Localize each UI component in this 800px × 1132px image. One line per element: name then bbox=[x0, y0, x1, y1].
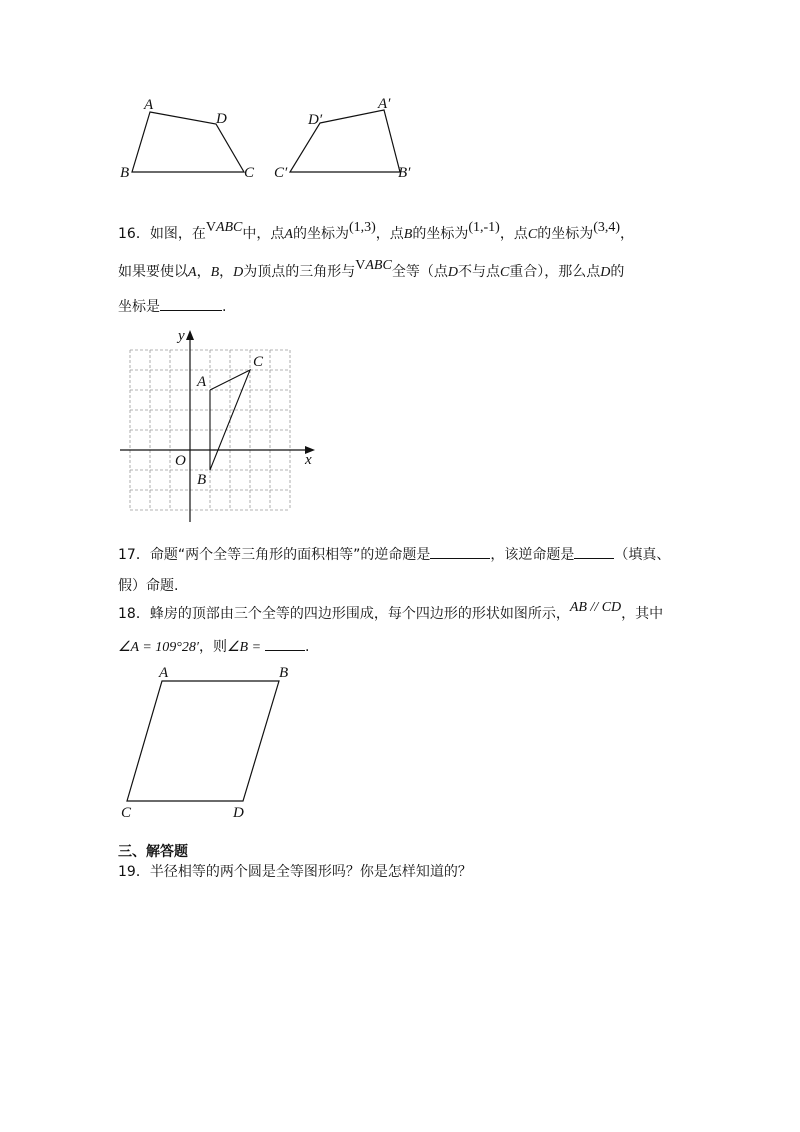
point-d: D bbox=[600, 265, 611, 280]
quadrilateral-a-prime bbox=[290, 110, 400, 172]
label-a-prime: A′ bbox=[378, 96, 391, 112]
q18-text: ，其中 bbox=[621, 606, 664, 622]
point-label-c: C bbox=[253, 354, 264, 370]
q16-text: 中，点 bbox=[242, 226, 285, 242]
answer-blank[interactable] bbox=[160, 296, 222, 311]
q18-line2 bbox=[118, 636, 309, 658]
q16-text: 的坐标为 bbox=[537, 226, 594, 242]
q19-number: 19． bbox=[118, 864, 150, 880]
q17-line1 bbox=[118, 544, 670, 565]
coord-a: (1,3) bbox=[348, 220, 376, 235]
label-d-prime: D′ bbox=[308, 112, 323, 128]
q16-text: . bbox=[222, 299, 227, 315]
q16-text: 如果要使以 bbox=[118, 264, 188, 280]
q16-text: ， bbox=[219, 264, 234, 280]
point-b: B bbox=[403, 227, 413, 242]
coordinate-grid-figure bbox=[115, 322, 325, 527]
triangle-symbol: V bbox=[355, 258, 366, 273]
parallelogram-abdc bbox=[127, 681, 279, 801]
q16-text: 全等（点 bbox=[391, 264, 448, 280]
q17-text: （填真、 bbox=[614, 547, 671, 563]
q16-text: 如图，在 bbox=[149, 226, 206, 242]
label-b-prime: B′ bbox=[398, 165, 411, 181]
coord-c: (3,4) bbox=[593, 220, 621, 235]
label-a: A bbox=[144, 97, 154, 113]
q16-text: 不与点 bbox=[457, 264, 500, 280]
q16-text: 为顶点的三角形与 bbox=[243, 264, 356, 280]
q17-text: 假）命题. bbox=[118, 578, 179, 594]
angle-a-expression: ∠A = 109°28′ bbox=[118, 640, 199, 655]
q16-text: 的坐标为 bbox=[412, 226, 469, 242]
q16-text: 的坐标为 bbox=[292, 226, 349, 242]
q17-text: ，该逆命题是 bbox=[490, 547, 575, 563]
q16-text: ，点 bbox=[499, 226, 528, 242]
label-a: A bbox=[159, 665, 169, 681]
point-a: A bbox=[188, 265, 197, 280]
point-c: C bbox=[527, 227, 538, 242]
q16-text: 的 bbox=[610, 264, 625, 280]
answer-blank[interactable] bbox=[265, 636, 305, 651]
q17-text: 命题“两个全等三角形的面积相等”的逆命题是 bbox=[149, 547, 431, 563]
q16-line2 bbox=[118, 258, 625, 283]
q16-text: 坐标是 bbox=[118, 299, 160, 315]
label-d: D bbox=[233, 805, 244, 821]
point-b: B bbox=[210, 265, 220, 280]
angle-b-expression: ∠B = bbox=[226, 640, 262, 655]
top-quadrilaterals-figure bbox=[110, 90, 440, 190]
label-d: D bbox=[216, 111, 227, 127]
q17-line2 bbox=[118, 576, 178, 596]
q18-text: 蜂房的顶部由三个全等的四边形围成，每个四边形的形状如图所示， bbox=[149, 606, 570, 622]
label-c: C bbox=[244, 165, 255, 181]
coord-b: (1,-1) bbox=[468, 220, 500, 235]
parallel-expression: AB // CD bbox=[569, 600, 622, 615]
q16-line1 bbox=[118, 220, 635, 245]
q16-text: 重合），那么点 bbox=[509, 264, 601, 280]
axis-label-y: y bbox=[178, 328, 185, 344]
q16-text: ， bbox=[196, 264, 211, 280]
quadrilateral-abcd bbox=[132, 112, 244, 172]
triangle-name: ABC bbox=[215, 220, 243, 235]
q18-text: . bbox=[305, 639, 310, 655]
point-label-a: A bbox=[197, 374, 207, 390]
q18-text: ，则 bbox=[198, 639, 227, 655]
q16-text: ， bbox=[620, 226, 635, 242]
point-c: C bbox=[499, 265, 510, 280]
section-heading: 三、解答题 bbox=[118, 844, 188, 860]
point-a: A bbox=[284, 227, 293, 242]
label-c-prime: C′ bbox=[274, 165, 288, 181]
q16-line3 bbox=[118, 296, 226, 317]
q16-text: ，点 bbox=[375, 226, 404, 242]
answer-blank[interactable] bbox=[430, 544, 490, 559]
question-19 bbox=[118, 862, 472, 882]
q17-number: 17． bbox=[118, 547, 150, 563]
point-label-b: B bbox=[197, 472, 207, 488]
q18-line1 bbox=[118, 600, 664, 625]
origin-label: O bbox=[175, 453, 186, 469]
triangle-name: ABC bbox=[365, 258, 392, 273]
label-b: B bbox=[279, 665, 289, 681]
point-d: D bbox=[447, 265, 458, 280]
label-c: C bbox=[121, 805, 132, 821]
q16-number: 16． bbox=[118, 226, 150, 242]
answer-blank[interactable] bbox=[574, 544, 614, 559]
y-axis-arrow bbox=[186, 330, 194, 340]
label-b: B bbox=[120, 165, 130, 181]
point-d: D bbox=[233, 265, 244, 280]
q19-text: 半径相等的两个圆是全等图形吗？你是怎样知道的？ bbox=[149, 864, 472, 880]
q18-number: 18． bbox=[118, 606, 150, 622]
parallelogram-figure bbox=[115, 660, 305, 825]
triangle-symbol: V bbox=[205, 220, 216, 235]
axis-label-x: x bbox=[305, 452, 312, 468]
